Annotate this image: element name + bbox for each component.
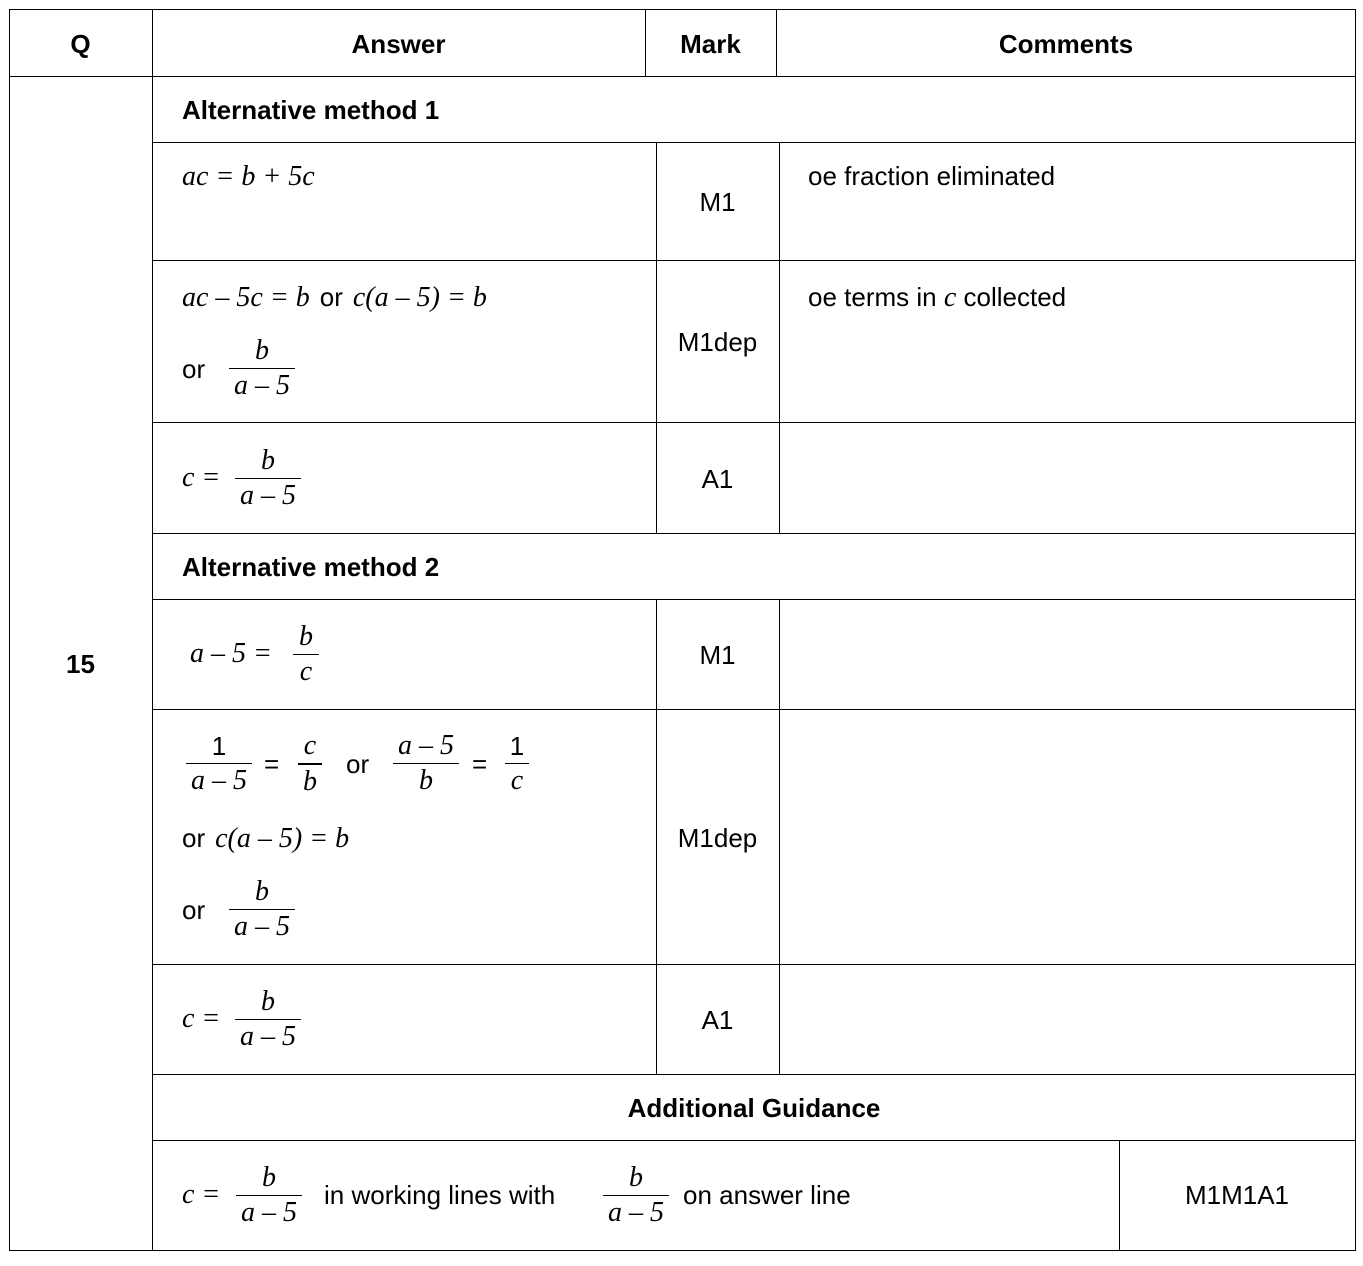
fraction-numerator: c: [303, 730, 317, 761]
row-line: [152, 142, 1356, 143]
table-border-right: [1355, 9, 1356, 1251]
comments-column-divider: [779, 142, 780, 533]
fraction-numerator: b: [299, 621, 313, 652]
fraction-numerator: b: [629, 1162, 643, 1193]
fraction-denominator: a – 5: [234, 370, 290, 401]
guidance-text1: in working lines with: [324, 1180, 556, 1210]
m2-row2-mark: M1dep: [677, 823, 758, 853]
m1-row2-mark: M1dep: [677, 327, 758, 357]
guidance-fraction-2: [603, 1161, 669, 1230]
row-line: [152, 1074, 1356, 1075]
row-line: [152, 260, 1356, 261]
m1-row2-comment: [808, 282, 1066, 313]
m1-row2-fraction: [229, 334, 295, 403]
comments-column-divider: [779, 599, 780, 1074]
m2-row2-equals-2: =: [472, 749, 488, 779]
m2-row1-fraction: [293, 620, 319, 689]
m2-row2-equals-1: =: [264, 749, 280, 779]
fraction-numerator: b: [262, 1162, 276, 1193]
row-line: [152, 709, 1356, 710]
guidance-text2: on answer line: [683, 1180, 851, 1210]
fraction-denominator: c: [299, 656, 313, 687]
m2-row3-fraction: [235, 985, 301, 1054]
header-divider: [9, 76, 1356, 77]
m1-row2-comment-var: c: [943, 282, 957, 313]
m2-row2-or3: or: [182, 895, 206, 925]
m2-row2-or1: or: [346, 749, 370, 779]
header-q: Q: [70, 29, 91, 59]
fraction-denominator: a – 5: [608, 1197, 664, 1228]
guidance-fraction-1: [236, 1161, 302, 1230]
fraction-numerator: b: [255, 335, 269, 366]
row-line: [152, 964, 1356, 965]
m1-row3-mark: A1: [701, 464, 734, 494]
fraction-denominator: a – 5: [234, 911, 290, 942]
table-border-bottom: [9, 1250, 1356, 1251]
fraction-denominator: a – 5: [241, 1197, 297, 1228]
m1-row2-or2: or: [182, 354, 206, 384]
m2-row2-fraction-2: [298, 729, 322, 799]
m1-row2-comment-a: oe terms in: [808, 282, 937, 312]
m2-row1-mark: M1: [699, 640, 736, 670]
m2-row2-fraction-3: [393, 729, 459, 798]
m2-row2-line2: [182, 823, 349, 854]
q-column-divider: [152, 9, 153, 1251]
fraction-denominator: a – 5: [240, 480, 296, 511]
fraction-numerator: b: [261, 986, 275, 1017]
m2-row1-lhs: a – 5 =: [190, 638, 272, 669]
m1-row1-answer: ac = b + 5c: [182, 161, 315, 192]
header-answer: Answer: [351, 29, 446, 59]
row-line: [152, 533, 1356, 534]
m2-row3-mark: A1: [701, 1005, 734, 1035]
guidance-title: Additional Guidance: [627, 1093, 881, 1123]
table-border-left: [9, 9, 10, 1251]
question-number: 15: [66, 649, 95, 679]
guidance-lhs: c =: [182, 1179, 221, 1210]
m2-row2-fraction-5: [229, 875, 295, 944]
fraction-numerator: 1: [509, 731, 525, 761]
m1-row2-expr-b: c(a – 5) = b: [352, 282, 487, 313]
m2-row3-lhs: c =: [182, 1003, 221, 1034]
fraction-denominator: b: [419, 765, 433, 796]
m1-row2-expr-a: ac – 5c = b: [182, 282, 310, 313]
m2-row2-or2: or: [182, 823, 206, 853]
m2-row2-fraction-4: [505, 729, 529, 798]
fraction-numerator: b: [255, 876, 269, 907]
header-comments: Comments: [998, 29, 1134, 59]
m2-row2-expr: c(a – 5) = b: [215, 823, 350, 854]
m1-row2-or: or: [319, 282, 343, 312]
m1-row1-comment: oe fraction eliminated: [808, 161, 1056, 191]
fraction-numerator: 1: [211, 731, 227, 761]
method2-title: Alternative method 2: [182, 552, 440, 582]
fraction-numerator: b: [261, 445, 275, 476]
table-border-top: [9, 9, 1356, 10]
fraction-denominator: a – 5: [240, 1021, 296, 1052]
m2-row2-fraction-1: [186, 729, 252, 798]
row-line: [152, 599, 1356, 600]
fraction-denominator: b: [303, 766, 317, 797]
m1-row3-lhs: c =: [182, 462, 221, 493]
method1-title: Alternative method 1: [182, 95, 440, 125]
row-line: [152, 1140, 1356, 1141]
header-mark: Mark: [680, 29, 741, 59]
m1-row3-fraction: [235, 444, 301, 513]
fraction-numerator: a – 5: [398, 730, 454, 761]
fraction-denominator: c: [510, 765, 524, 796]
guidance-mark: M1M1A1: [1184, 1180, 1290, 1210]
m1-row2-comment-b: collected: [963, 282, 1067, 312]
m1-row1-mark: M1: [699, 187, 736, 217]
row-line: [152, 422, 1356, 423]
fraction-denominator: a – 5: [191, 765, 247, 796]
m1-row2-line1: [182, 282, 487, 313]
